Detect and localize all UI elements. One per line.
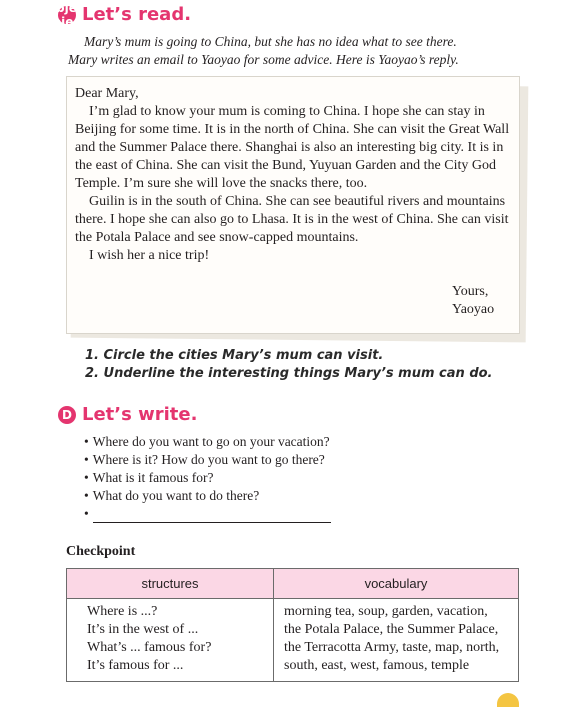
prompt-item: • Where do you want to go on your vacation?	[84, 433, 331, 451]
vocabulary-line: the Potala Palace, the Summer Palace,	[284, 622, 499, 637]
letter-paragraph-1: I’m glad to know your mum is coming to China. I hope she can stay in Beijing for some time. It is in the north of China. She can visit the Great Wall and the Summer Palace there. Shanghai is also an interesting big city. It is in the east of China. She can visit the Bund, Yuyuan Garden and the City God Temple. I’m sure she will love the snacks there, too.	[75, 104, 510, 191]
section-d-title: Let’s write.	[82, 404, 198, 425]
vocabulary-line: south, east, west, famous, temple	[284, 658, 470, 673]
structures-header: structures	[67, 569, 274, 599]
letter-paragraph-2: Guilin is in the south of China. She can see beautiful rivers and mountains there. I hope she can also go to Lhasa. It is in the west of China. She can visit the Potala Palace and see snow-capped mountains.	[75, 194, 509, 245]
vocabulary-header: vocabulary	[274, 569, 519, 599]
section-c-header	[42, 0, 192, 29]
structure-item: Where is ...?	[87, 604, 158, 619]
letter-signoff	[452, 283, 494, 319]
intro-line-2: Mary writes an email to Yaoyao for some advice. Here is Yaoyao’s reply.	[68, 52, 459, 67]
letter-body	[75, 85, 515, 265]
structure-item: It’s famous for ...	[87, 658, 184, 673]
letter-closing: Yours,	[452, 284, 489, 299]
structures-cell	[67, 599, 274, 682]
prompt-item: • Where is it? How do you want to go there?	[84, 451, 331, 469]
letter-greeting: Dear Mary,	[75, 86, 139, 101]
prompt-item: • What do you want to do there?	[84, 487, 331, 505]
task-list	[85, 347, 493, 383]
prompt-item: • What is it famous for?	[84, 469, 331, 487]
mascot-icon	[497, 693, 519, 707]
prompt-blank	[84, 505, 331, 523]
section-d-header	[58, 404, 197, 425]
section-d-badge: D	[58, 406, 76, 424]
section-c-title: Let’s read.	[82, 4, 192, 25]
structure-item: It’s in the west of ...	[87, 622, 199, 637]
answer-blank-line[interactable]	[93, 510, 331, 523]
checkpoint-table	[66, 568, 519, 682]
task-2: 2. Underline the interesting things Mary’s mum can do.	[85, 366, 493, 381]
intro-line-1: Mary’s mum is going to China, but she has no idea what to see there.	[84, 34, 457, 49]
section-c-badge: [object Object]	[42, 0, 92, 29]
structure-item: What’s ... famous for?	[87, 640, 212, 655]
letter-signature: Yaoyao	[452, 302, 495, 317]
checkpoint-title: Checkpoint	[66, 544, 136, 559]
letter-paragraph-3: I wish her a nice trip!	[89, 248, 210, 263]
task-1: 1. Circle the cities Mary’s mum can visit.	[85, 348, 384, 363]
vocabulary-line: morning tea, soup, garden, vacation,	[284, 604, 488, 619]
vocabulary-cell	[274, 599, 519, 682]
writing-prompts	[84, 433, 331, 523]
vocabulary-line: the Terracotta Army, taste, map, north,	[284, 640, 500, 655]
